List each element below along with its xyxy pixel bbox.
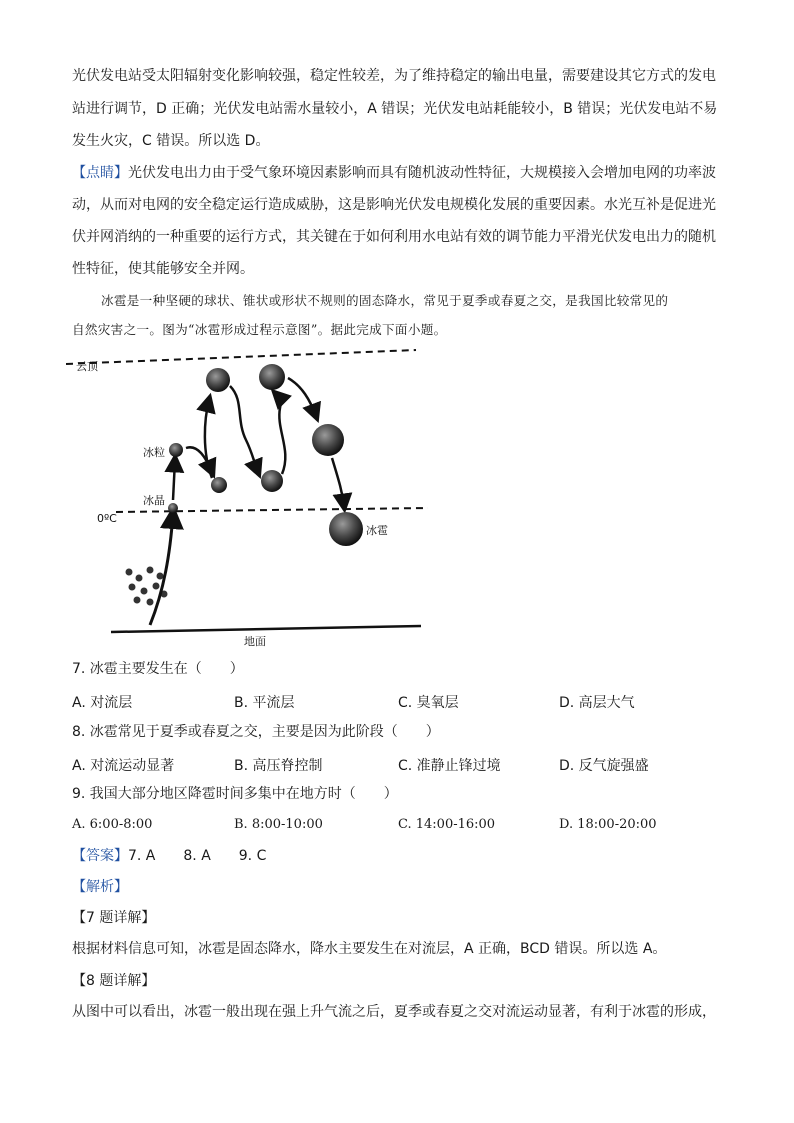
ice-crystal-label: 冰晶 <box>143 494 165 507</box>
answer-line <box>72 848 727 864</box>
dianjing-line-3: 伏并网消纳的一种重要的运行方式，其关键在于如何利用水电站有效的调节能力平滑光伏发电出力的随机 <box>72 229 716 245</box>
dianjing-line-4: 性特征，使其能够安全并网。 <box>72 261 254 277</box>
zero-degree-line <box>116 508 428 512</box>
q7-detail-tag: 【7 题详解】 <box>72 910 156 926</box>
hail-stage-4 <box>261 470 283 492</box>
hailstone-label: 冰雹 <box>366 524 388 537</box>
material-line-2: 自然灾害之一。图为“冰雹形成过程示意图”。据此完成下面小题。 <box>72 322 447 337</box>
zero-degree-label: 0ºC <box>97 512 117 525</box>
q8-detail-tag: 【8 题详解】 <box>72 973 156 989</box>
material-line-1: 冰雹是一种坚硬的球状、锥状或形状不规则的固态降水，常见于夏季或春夏之交，是我国比较常见的 <box>101 293 669 308</box>
ground-line <box>111 626 421 632</box>
hail-stage-3 <box>206 368 230 392</box>
hail-stage-2 <box>211 477 227 493</box>
q8-option-c[interactable]: C. 准静止锋过境 <box>398 758 501 774</box>
intro-line-3: 发生火灾，C 错误。所以选 D。 <box>72 133 270 149</box>
ball5-to-ball6-arrow <box>288 378 316 416</box>
q8-option-a[interactable]: A. 对流运动显著 <box>72 758 175 774</box>
q8-detail-text: 从图中可以看出，冰雹一般出现在强上升气流之后，夏季或春夏之交对流运动显著，有利于冰雹的形成， <box>72 1004 716 1020</box>
ball3-to-ball4-arrow <box>230 386 258 472</box>
hailstone <box>329 512 363 546</box>
intro-line-1: 光伏发电站受太阳辐射变化影响较强，稳定性较差，为了维持稳定的输出电量，需要建设其它方式的发电 <box>72 68 716 84</box>
dianjing-line-2: 动，从而对电网的安全稳定运行造成威胁，这是影响光伏发电规模化发展的重要因素。水光互补是促进光 <box>72 197 716 213</box>
question-8-stem: 8. 冰雹常见于夏季或春夏之交，主要是因为此阶段（ ） <box>72 724 440 740</box>
q8-option-b[interactable]: B. 高压脊控制 <box>234 758 323 774</box>
dianjing-line-1 <box>72 165 727 181</box>
analysis-tag: 【解析】 <box>72 879 128 895</box>
hail-stage-5 <box>259 364 285 390</box>
q7-option-b[interactable]: B. 平流层 <box>234 695 295 711</box>
ground-label: 地面 <box>244 635 266 648</box>
q7-option-c[interactable]: C. 臭氧层 <box>398 695 459 711</box>
dianjing-tag: 【点睛】 <box>72 165 128 181</box>
dianjing-text-1: 光伏发电出力由于受气象环境因素影响而具有随机波动性特征，大规模接入会增加电网的功率波 <box>128 165 716 181</box>
q8-option-d[interactable]: D. 反气旋强盛 <box>559 758 649 774</box>
question-9-stem: 9. 我国大部分地区降雹时间多集中在地方时（ ） <box>72 786 398 802</box>
ball6-to-hail-arrow <box>332 458 344 506</box>
answer-tag: 【答案】 <box>72 848 128 864</box>
crystal-to-particle-arrow <box>173 460 175 500</box>
intro-line-2: 站进行调节，D 正确；光伏发电站需水量较小，A 错误；光伏发电站耗能较小，B 错误；光伏发电站不易 <box>72 101 718 117</box>
hail-formation-diagram <box>66 340 446 650</box>
q9-option-a[interactable]: A. 6:00-8:00 <box>72 817 153 832</box>
question-7-stem: 7. 冰雹主要发生在（ ） <box>72 661 244 677</box>
q9-option-b[interactable]: B. 8:00-10:00 <box>234 817 323 832</box>
q7-option-a[interactable]: A. 对流层 <box>72 695 133 711</box>
answer-text: 7. A 8. A 9. C <box>128 848 267 864</box>
hail-stage-6 <box>312 424 344 456</box>
ball1-to-ball3-arrow <box>205 400 212 478</box>
ice-crystal <box>168 503 178 513</box>
q7-detail-text: 根据材料信息可知，冰雹是固态降水，降水主要发生在对流层，A 正确，BCD 错误。所以选 A。 <box>72 941 667 957</box>
ball4-to-ball5-arrow <box>276 394 285 474</box>
ice-particle <box>169 443 183 457</box>
q9-option-c[interactable]: C. 14:00-16:00 <box>398 817 496 832</box>
q7-option-d[interactable]: D. 高层大气 <box>559 695 635 711</box>
cloud-top-line <box>66 350 416 364</box>
q9-option-d[interactable]: D. 18:00-20:00 <box>559 817 657 832</box>
cloud-top-label: 云顶 <box>76 360 98 373</box>
ice-particle-label: 冰粒 <box>143 446 165 459</box>
